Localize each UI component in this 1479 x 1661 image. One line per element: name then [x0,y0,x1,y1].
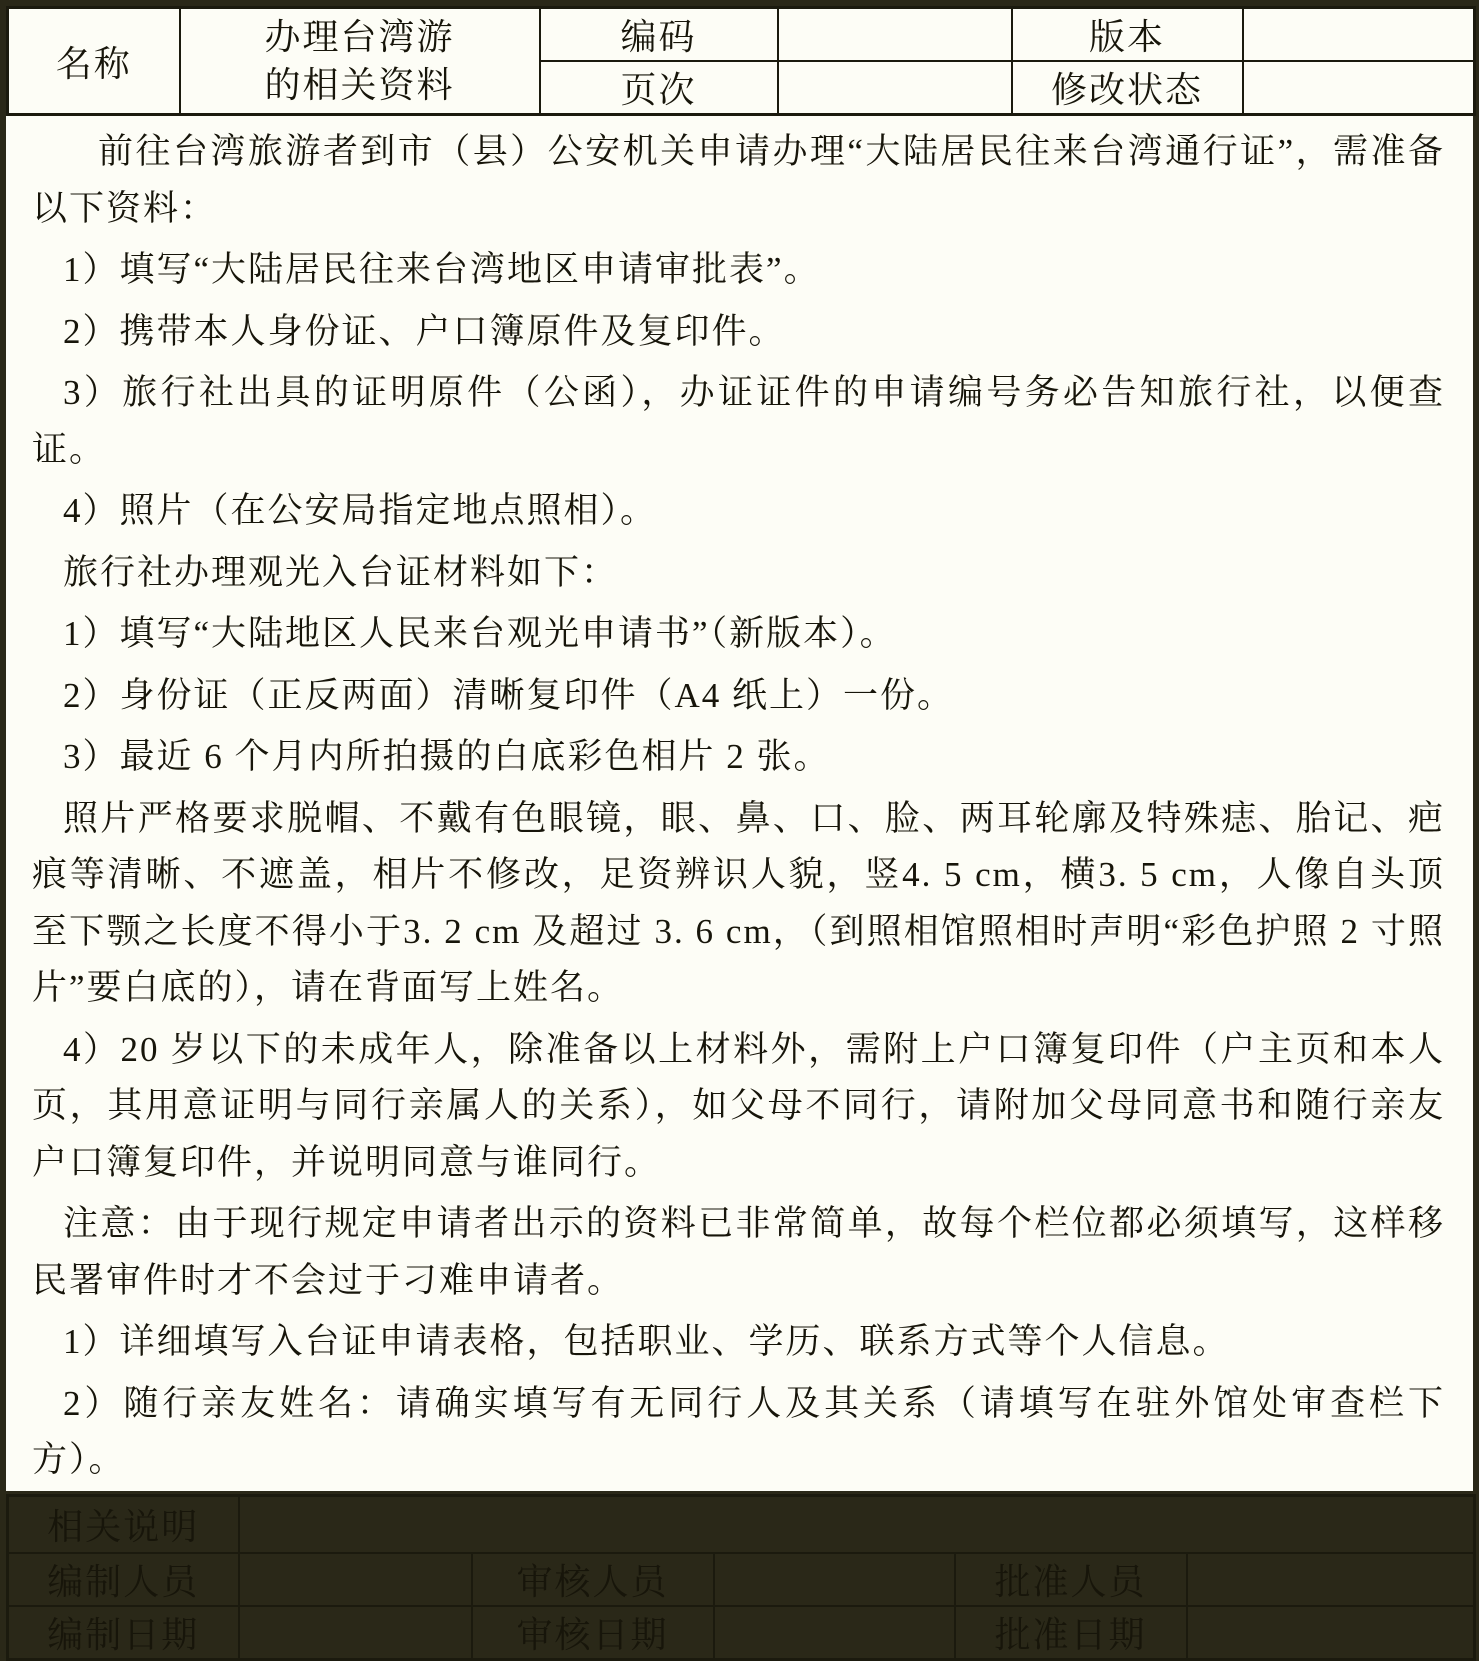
notes-value-cell [239,1495,1475,1553]
reviewed-date-label-cell: 审核日期 [472,1606,714,1660]
approved-by-value-cell [1187,1553,1475,1606]
page-number-label-cell: 页次 [540,61,778,115]
body-paragraph: 前往台湾旅游者到市（县）公安机关申请办理“大陆居民往来台湾通行证”，需准备以下资料： [32,124,1445,237]
document-body [6,116,1473,1494]
version-value-cell [1243,8,1475,62]
body-paragraph: 2）携带本人身份证、户口簿原件及复印件。 [32,304,1445,361]
body-paragraph: 3）最近 6 个月内所拍摄的白底彩色相片 2 张。 [32,729,1445,786]
body-paragraph: 1）填写“大陆地区人民来台观光申请书”（新版本）。 [32,606,1445,663]
page-number-value-cell [778,61,1012,115]
doc-title-line2: 的相关资料 [181,61,539,109]
revision-status-value-cell [1243,61,1475,115]
body-paragraph: 2）随行亲友姓名：请确实填写有无同行人及其关系（请填写在驻外馆处审查栏下方）。 [32,1376,1445,1489]
revision-status-label-cell: 修改状态 [1012,61,1243,115]
body-paragraph: 3）旅行社出具的证明原件（公函），办证证件的申请编号务必告知旅行社，以便查证。 [32,365,1445,478]
approved-date-value-cell [1187,1606,1475,1660]
prepared-date-label-cell: 编制日期 [8,1606,239,1660]
body-paragraph: 1）填写“大陆居民往来台湾地区申请审批表”。 [32,242,1445,299]
prepared-by-label-cell: 编制人员 [8,1553,239,1606]
approved-by-label-cell: 批准人员 [955,1553,1187,1606]
footer-table [6,1494,1476,1661]
header-table [6,6,1476,116]
notes-label-cell: 相关说明 [8,1495,239,1553]
body-paragraph: 2）身份证（正反两面）清晰复印件（A4 纸上）一份。 [32,668,1445,725]
approved-date-label-cell: 批准日期 [955,1606,1187,1660]
name-label-cell: 名称 [8,8,180,115]
body-paragraph: 4）20 岁以下的未成年人，除准备以上材料外，需附上户口簿复印件（户主页和本人页，其用意证明与同行亲属人的关系），如父母不同行，请附加父母同意书和随行亲友户口簿复印件，并说明同意与谁同行。 [32,1022,1445,1192]
body-paragraph: 旅行社办理观光入台证材料如下： [32,545,1445,602]
code-value-cell [778,8,1012,62]
code-label-cell: 编码 [540,8,778,62]
reviewed-by-value-cell [714,1553,955,1606]
body-paragraph: 注意：由于现行规定申请者出示的资料已非常简单，故每个栏位都必须填写，这样移民署审件时才不会过于刁难申请者。 [32,1196,1445,1309]
prepared-by-value-cell [239,1553,472,1606]
version-label-cell: 版本 [1012,8,1243,62]
reviewed-by-label-cell: 审核人员 [472,1553,714,1606]
document-paper [6,6,1473,1491]
body-paragraph: 4）照片（在公安局指定地点照相）。 [32,483,1445,540]
prepared-date-value-cell [239,1606,472,1660]
reviewed-date-value-cell [714,1606,955,1660]
doc-title-cell [180,8,540,115]
body-paragraph: 1）详细填写入台证申请表格，包括职业、学历、联系方式等个人信息。 [32,1314,1445,1371]
doc-title-line1: 办理台湾游 [181,13,539,61]
body-paragraph: 照片严格要求脱帽、不戴有色眼镜，眼、鼻、口、脸、两耳轮廓及特殊痣、胎记、疤痕等清晰、不遮盖，相片不修改，足资辨识人貌，竖4. 5 cm，横3. 5 cm，人像自头顶至下颚之长度不得小于3. 2 cm 及超过 3. 6 cm，（到照相馆照相时声明“彩色护照 2 寸照片”要白底的），请在背面写上姓名。 [32,791,1445,1017]
